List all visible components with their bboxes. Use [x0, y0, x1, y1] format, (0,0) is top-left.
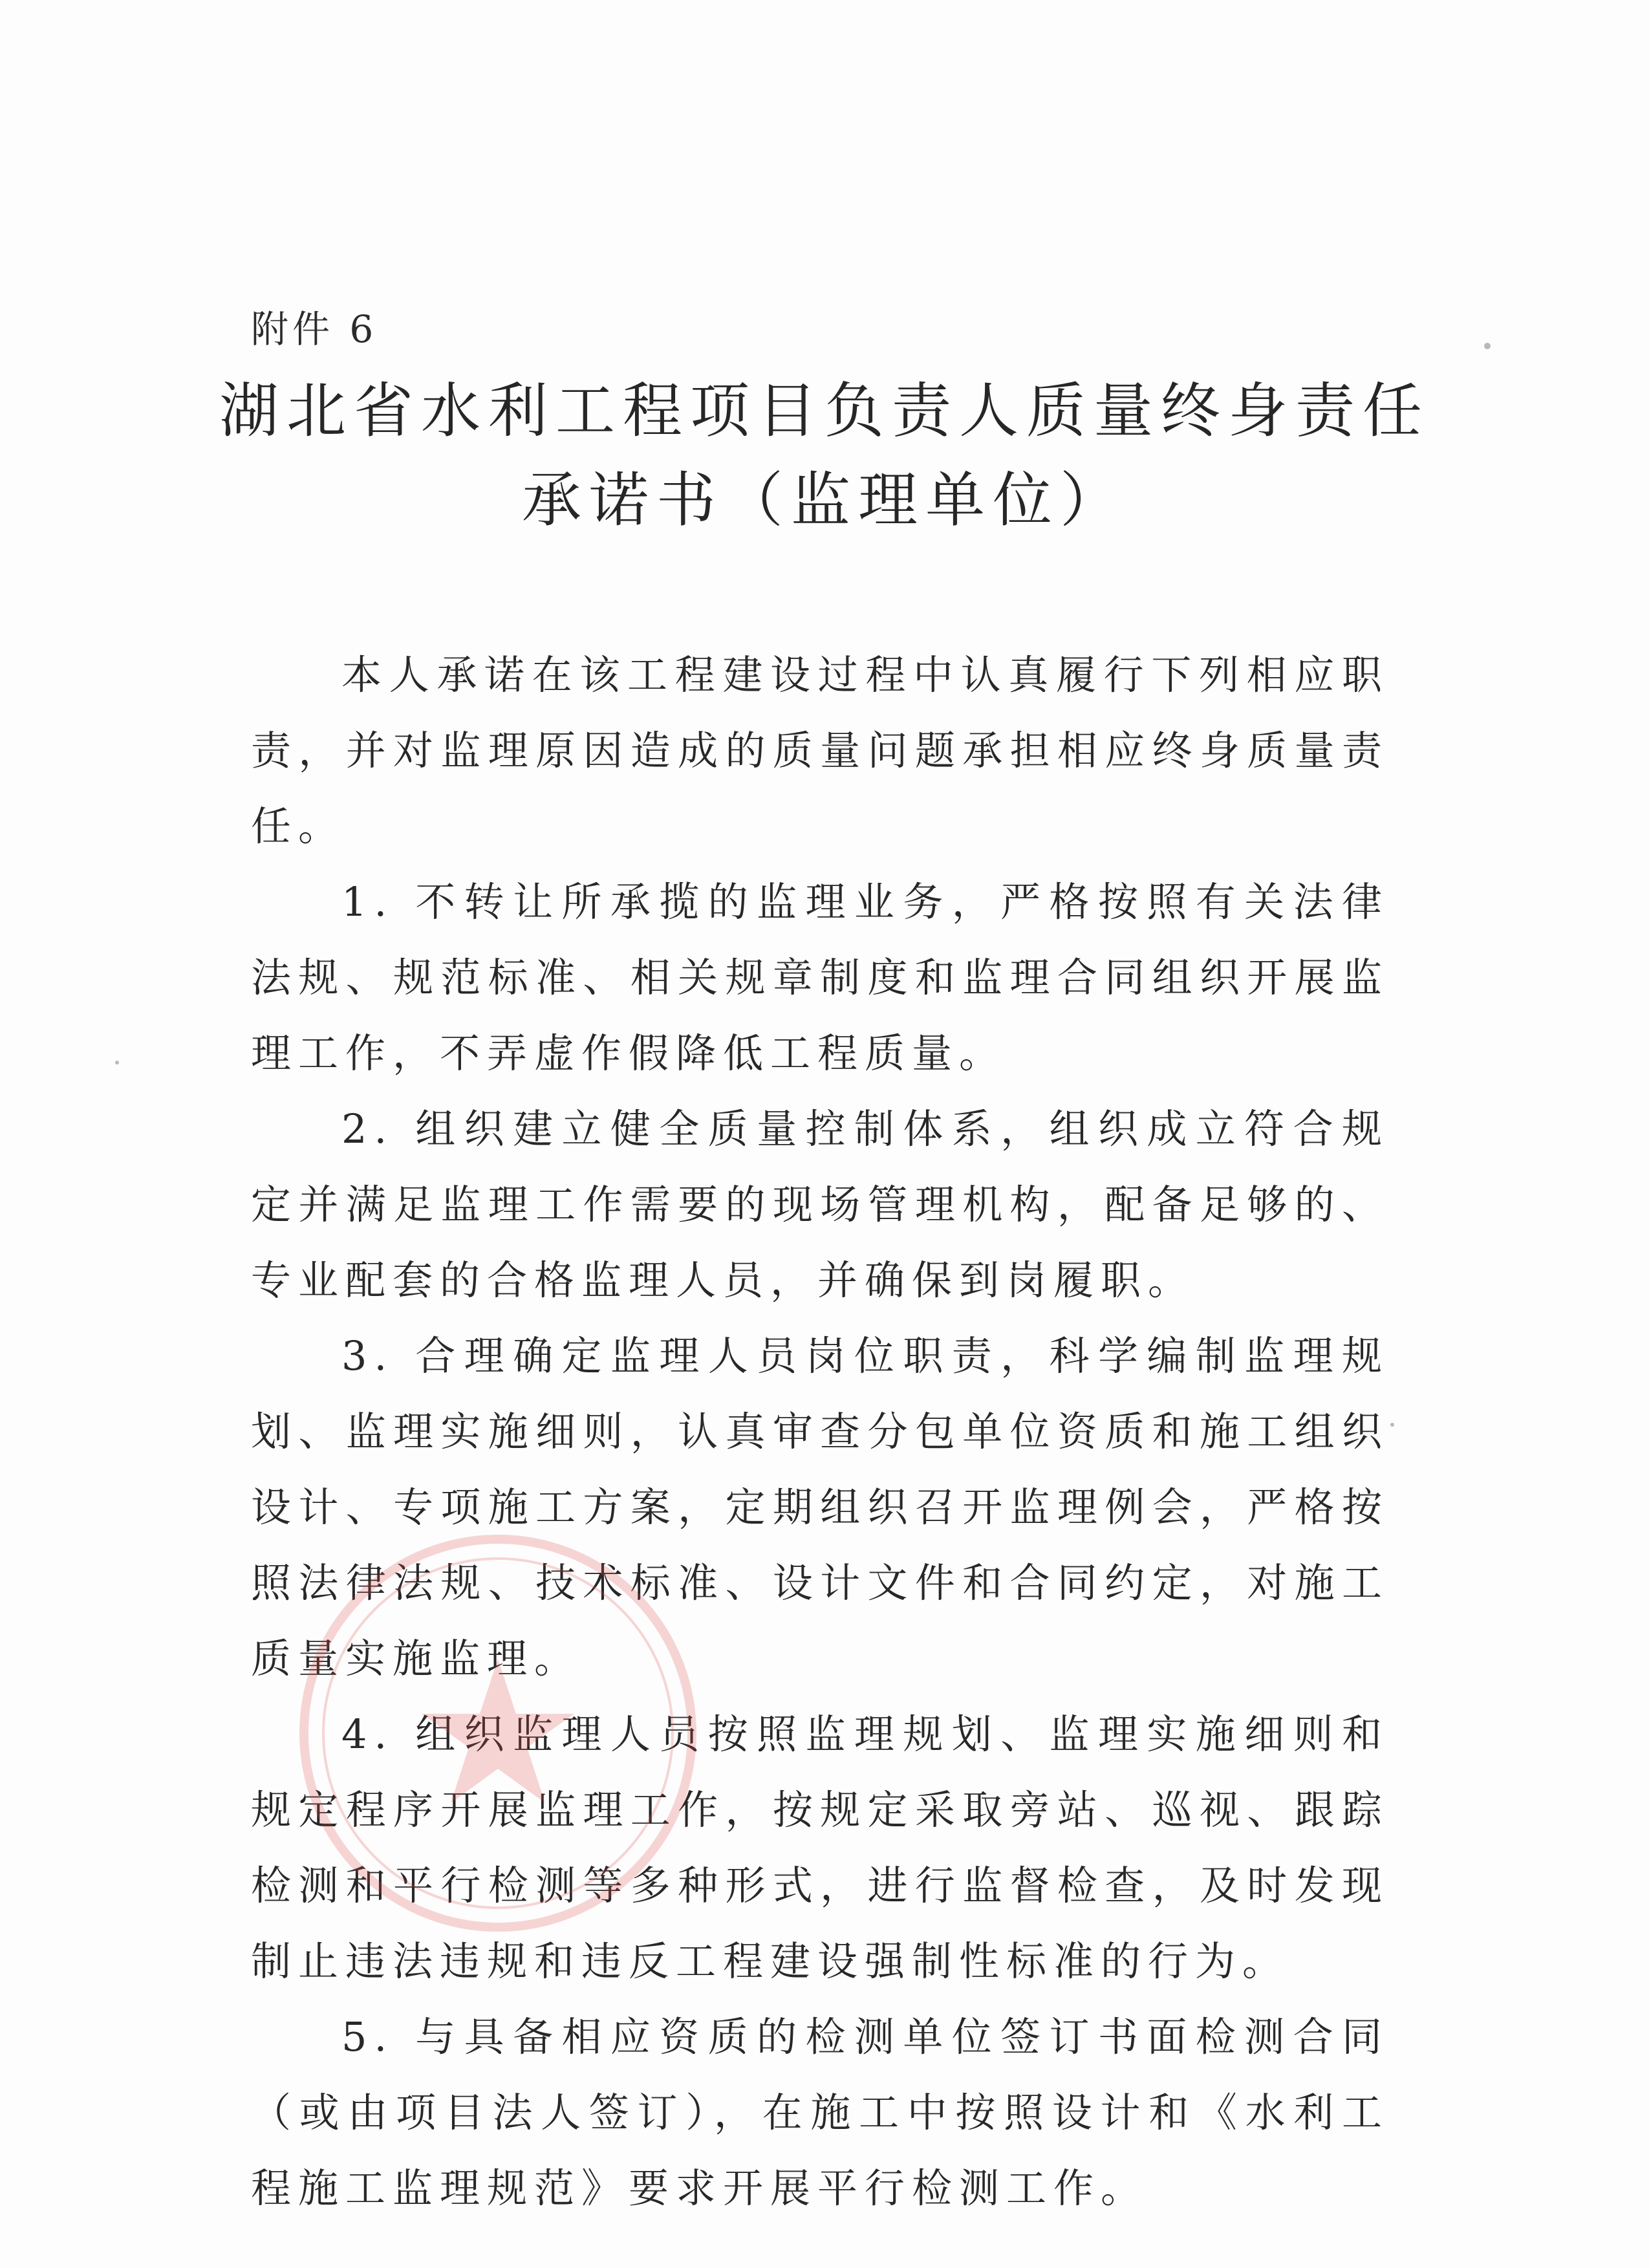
document-body	[251, 637, 1389, 2226]
document-title-line-2: 承诺书（监理单位）	[521, 466, 1127, 535]
clause-paragraph-3: 3. 合理确定监理人员岗位职责，科学编制监理规划、监理实施细则，认真审查分包单位资质和施工组织设计、专项施工方案，定期组织召开监理例会，严格按照法律法规、技术标准、设计文件和合同约定，对施工质量实施监理。	[251, 1332, 1389, 1682]
scan-speck	[1390, 1423, 1394, 1427]
scan-speck	[1484, 343, 1491, 349]
intro-paragraph: 本人承诺在该工程建设过程中认真履行下列相应职责，并对监理原因造成的质量问题承担相应终身质量责任。	[251, 651, 1389, 850]
attachment-label: 附件 6	[251, 307, 378, 351]
document-title-line-1: 湖北省水利工程项目负责人质量终身责任	[219, 376, 1430, 446]
scan-speck	[115, 1061, 119, 1064]
clause-paragraph-5: 5. 与具备相应资质的检测单位签订书面检测合同（或由项目法人签订），在施工中按照设计和《水利工程施工监理规范》要求开展平行检测工作。	[251, 2013, 1389, 2212]
clause-paragraph-2: 2. 组织建立健全质量控制体系，组织成立符合规定并满足监理工作需要的现场管理机构，配备足够的、专业配套的合格监理人员，并确保到岗履职。	[251, 1105, 1389, 1304]
clause-paragraph-1: 1. 不转让所承揽的监理业务，严格按照有关法律法规、规范标准、相关规章制度和监理合同组织开展监理工作，不弄虚作假降低工程质量。	[251, 878, 1389, 1077]
clause-paragraph-4: 4. 组织监理人员按照监理规划、监理实施细则和规定程序开展监理工作，按规定采取旁站、巡视、跟踪检测和平行检测等多种形式，进行监督检查，及时发现制止违法违规和违反工程建设强制性标准的行为。	[251, 1711, 1389, 1985]
